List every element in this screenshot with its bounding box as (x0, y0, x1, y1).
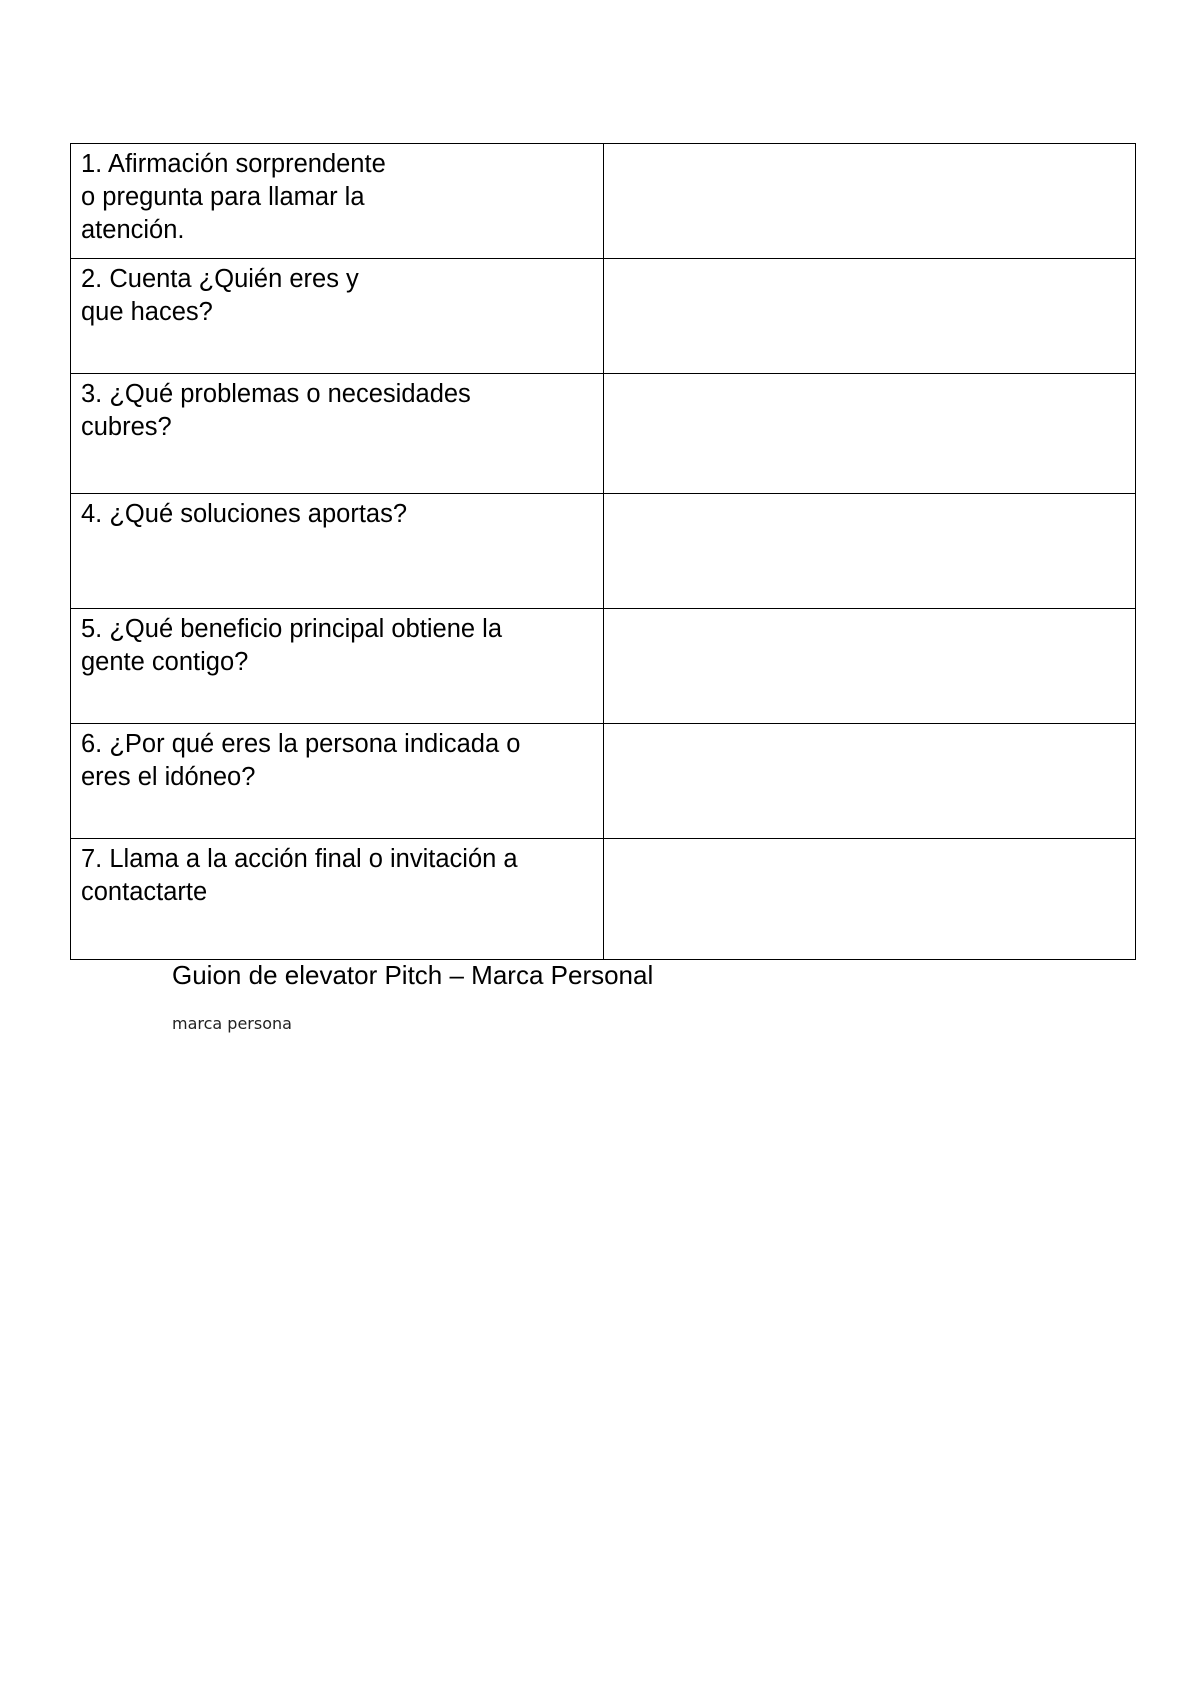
table-row (71, 259, 1136, 374)
table-row (71, 494, 1136, 609)
question-cell: 6. ¿Por qué eres la persona indicada o eres el idóneo? (71, 724, 604, 839)
answer-cell[interactable] (604, 724, 1136, 839)
answer-cell[interactable] (604, 494, 1136, 609)
answer-cell[interactable] (604, 839, 1136, 960)
question-cell: 1. Afirmación sorprendente o pregunta para llamar la atención. (71, 144, 604, 259)
question-cell: 5. ¿Qué beneficio principal obtiene la gente contigo? (71, 609, 604, 724)
footer-note: marca persona (172, 1014, 292, 1033)
table-row (71, 724, 1136, 839)
question-cell: 7. Llama a la acción final o invitación a contactarte (71, 839, 604, 960)
document-caption: Guion de elevator Pitch – Marca Personal (172, 960, 654, 990)
table-row (71, 609, 1136, 724)
question-cell: 4. ¿Qué soluciones aportas? (71, 494, 604, 609)
answer-cell[interactable] (604, 144, 1136, 259)
table-row (71, 374, 1136, 494)
pitch-script-table (70, 143, 1136, 960)
answer-cell[interactable] (604, 259, 1136, 374)
question-cell: 3. ¿Qué problemas o necesidades cubres? (71, 374, 604, 494)
table-row (71, 144, 1136, 259)
question-cell: 2. Cuenta ¿Quién eres y que haces? (71, 259, 604, 374)
table-row (71, 839, 1136, 960)
answer-cell[interactable] (604, 374, 1136, 494)
answer-cell[interactable] (604, 609, 1136, 724)
